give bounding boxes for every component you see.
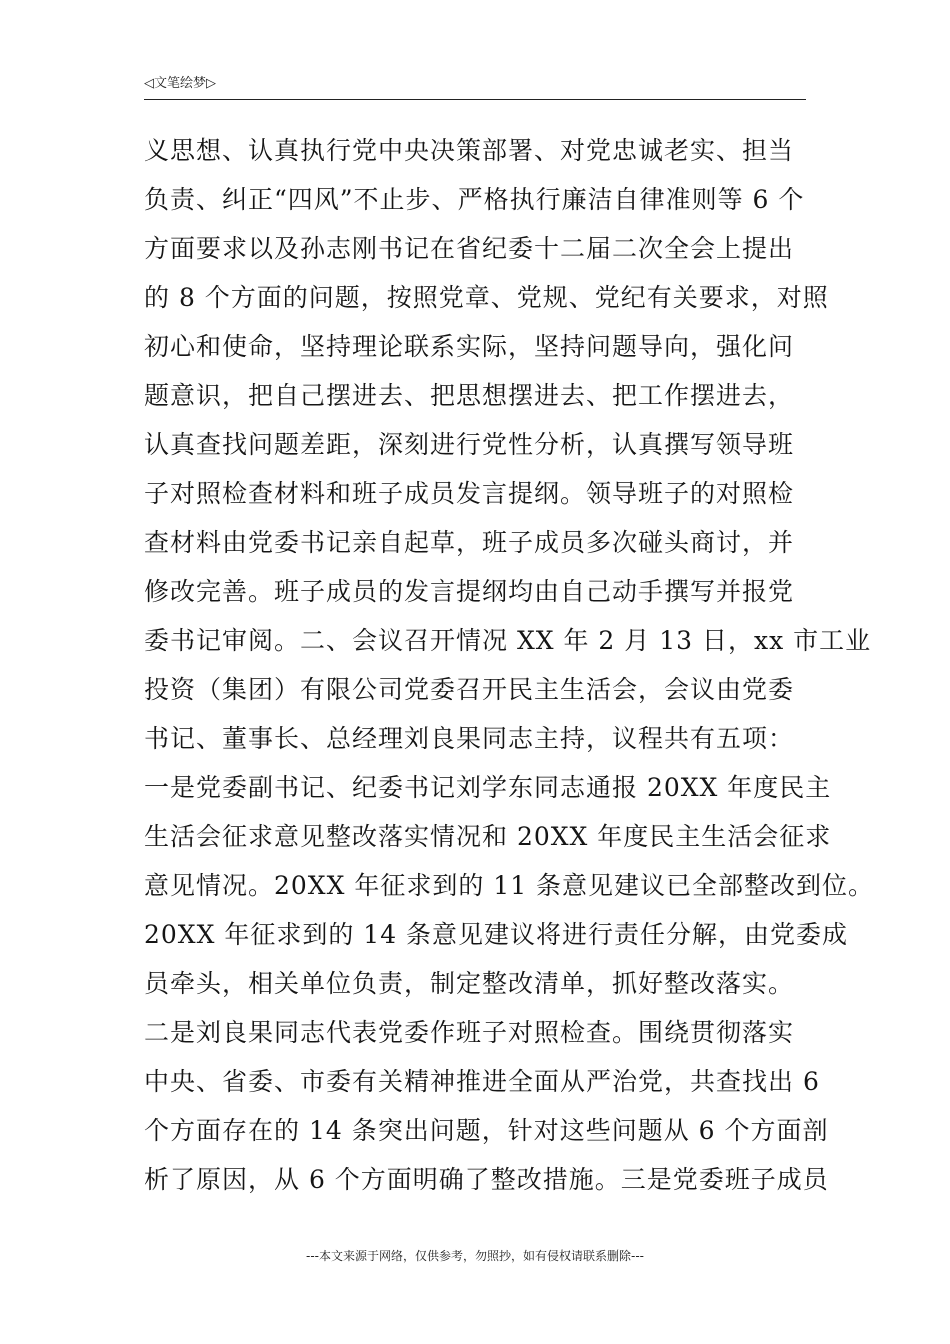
body-line: 义思想、认真执行党中央决策部署、对党忠诚老实、担当: [144, 136, 795, 165]
body-line: 中央、省委、市委有关精神推进全面从严治党，共查找出 6: [144, 1067, 820, 1096]
document-body: [144, 126, 875, 1204]
body-line: 子对照检查材料和班子成员发言提纲。领导班子的对照检: [144, 479, 795, 508]
body-line: 20XX 年征求到的 14 条意见建议将进行责任分解，由党委成: [144, 920, 849, 949]
body-line: 个方面存在的 14 条突出问题，针对这些问题从 6 个方面剖: [144, 1116, 829, 1145]
left-triangle-icon: ◁: [144, 76, 154, 91]
body-line: 查材料由党委书记亲自起草，班子成员多次碰头商讨，并: [144, 528, 795, 557]
body-line: 析了原因，从 6 个方面明确了整改措施。三是党委班子成员: [144, 1165, 829, 1194]
body-line: 员牵头，相关单位负责，制定整改清单，抓好整改落实。: [144, 969, 795, 998]
body-line: 修改完善。班子成员的发言提纲均由自己动手撰写并报党: [144, 577, 795, 606]
body-line: 二是刘良果同志代表党委作班子对照检查。围绕贯彻落实: [144, 1018, 795, 1047]
body-line: 负责、纠正“四风”不止步、严格执行廉洁自律准则等 6 个: [144, 185, 805, 214]
body-line: 的 8 个方面的问题，按照党章、党规、党纪有关要求，对照: [144, 283, 829, 312]
body-line: 委书记审阅。二、会议召开情况 XX 年 2 月 13 日，xx 市工业: [144, 626, 872, 655]
header-title: 文笔绘梦: [154, 76, 207, 91]
body-line: 初心和使命，坚持理论联系实际，坚持问题导向，强化问: [144, 332, 795, 361]
right-triangle-icon: ▷: [206, 76, 217, 91]
body-line: 方面要求以及孙志刚书记在省纪委十二届二次全会上提出: [144, 234, 795, 263]
body-line: 题意识，把自己摆进去、把思想摆进去、把工作摆进去，: [144, 381, 795, 410]
body-line: 认真查找问题差距，深刻进行党性分析，认真撰写领导班: [144, 430, 795, 459]
page-footer: ---本文来源于网络，仅供参考，勿照抄，如有侵权请联系删除---: [306, 1249, 644, 1263]
body-line: 一是党委副书记、纪委书记刘学东同志通报 20XX 年度民主: [144, 773, 832, 802]
body-line: 生活会征求意见整改落实情况和 20XX 年度民主生活会征求: [144, 822, 832, 851]
body-line: 意见情况。20XX 年征求到的 11 条意见建议已全部整改到位。: [144, 871, 875, 900]
body-line: 书记、董事长、总经理刘良果同志主持，议程共有五项：: [144, 724, 795, 753]
page-header: [144, 74, 806, 100]
body-line: 投资（集团）有限公司党委召开民主生活会，会议由党委: [144, 675, 795, 704]
